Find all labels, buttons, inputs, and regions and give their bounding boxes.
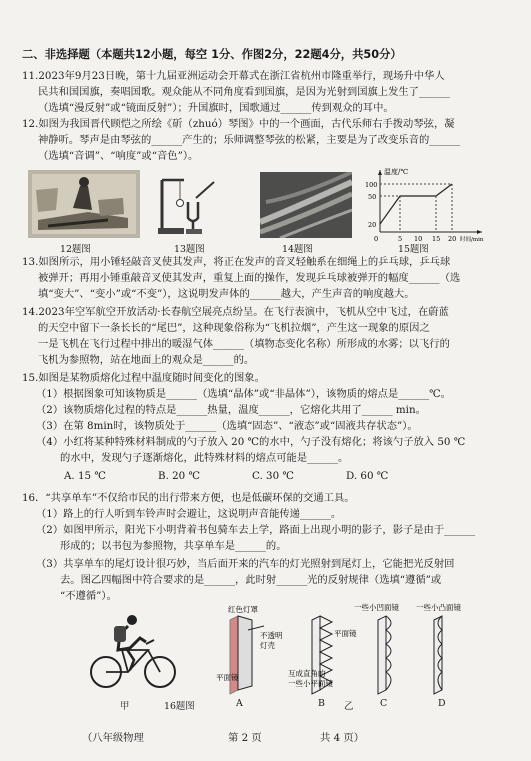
label-shell: 灯壳	[260, 641, 275, 650]
q15-line-3: （2）该物质熔化过程的特点是______热量，温度______，它熔化共用了______ min。	[36, 404, 426, 416]
figure-14-caption: 14题图	[282, 244, 313, 255]
q16-line-3: （2）如图甲所示，阳光下小明背着书包骑车去上学，路面上出现小明的影子，影子是由于______	[36, 524, 476, 536]
label-convex: 一些小凸面镜	[416, 603, 461, 612]
footer-page: 第 2 页	[228, 732, 262, 744]
caption-a: A	[236, 698, 243, 709]
q15-option-c: C. 30 ℃	[252, 470, 294, 482]
q16-line-2: （1）路上的行人听到车铃声时会避让，这说明声音能传递______。	[36, 508, 342, 520]
chart-xtick-20: 20	[448, 235, 457, 243]
q13-line-3: 填“变大”、“变小”或“不变”），这说明发声体的______越大，产生声音的响度越大。	[38, 288, 415, 300]
q11-line-3: （选填“漫反射”或“镜面反射”）；升国旗时，国歌通过______传到观众的耳中。	[38, 102, 394, 114]
label-mutual-1: 互成直角的	[288, 669, 326, 678]
q15-line-1: 15.如图是某物质熔化过程中温度随时间变化的图象。	[22, 372, 265, 384]
caption-16: 16题图	[164, 701, 195, 712]
q15-option-a: A. 15 ℃	[64, 470, 106, 482]
figure-14-smoke-photo	[260, 172, 352, 238]
figure-16-bicycle	[88, 612, 180, 692]
caption-yi: 乙	[344, 701, 354, 712]
caption-jia: 甲	[120, 701, 130, 712]
q14-line-2: 的天空中留下一条长长的“尾巴”，这种现象俗称为“飞机拉烟”，产生这一现象的原因之	[38, 322, 430, 334]
figure-13-caption: 13题图	[174, 244, 205, 255]
figure-15-chart	[362, 166, 487, 244]
chart-xtick-5: 5	[398, 235, 403, 243]
chart-ytick-20: 20	[368, 221, 377, 229]
q16-line-7: “不遵循”）。	[60, 590, 117, 602]
q16-line-6: 去。图乙四幅图中符合要求的是______，此时射______光的反射规律（选填“遵循”或	[60, 574, 442, 586]
chart-ylabel: 温度/℃	[384, 168, 409, 176]
q14-line-4: 飞机为参照物，站在地面上的观众是______的。	[38, 354, 255, 366]
caption-b: B	[318, 698, 325, 709]
label-mutual-2: 一些小平面镜	[288, 679, 333, 688]
q12-line-3: （选填“音调”、“响度”或“音色”）。	[38, 150, 199, 162]
q11-line-2: 民共和国国旗，奏唱国歌。观众能从不同角度看到国旗，是因为光射到国旗上发生了______	[38, 86, 450, 98]
q16-line-4: 形成的；以书包为参照物，共享单车是______的。	[60, 540, 287, 552]
q13-line-2: 被弹开；再用小锤重敲音叉使其发声，重复上面的操作，发现乒乓球被弹开的幅度______（选	[38, 272, 461, 284]
q15-line-4: （3）在第 8min时，该物质处于______（选填“固态”、“液态”或“固液共存状态”）。	[36, 420, 418, 432]
q15-option-b: B. 20 ℃	[158, 470, 201, 482]
label-red-shade: 红色灯罩	[228, 605, 258, 614]
q14-line-1: 14.2023年空军航空开放活动·长春航空展亮点纷呈。在飞行表演中，飞机从空中飞过，在蔚蓝	[22, 306, 449, 318]
caption-d: D	[438, 698, 446, 709]
label-concave: 一些小凹面镜	[354, 603, 399, 612]
caption-c: C	[380, 698, 388, 709]
figure-15-caption: 15题图	[398, 244, 429, 255]
chart-xtick-15: 15	[432, 235, 441, 243]
chart-line	[380, 184, 452, 224]
chart-xtick-0: 0	[374, 235, 379, 243]
footer-subject: （八年级物理	[82, 732, 144, 744]
figure-16-reflectors	[208, 600, 478, 700]
q14-line-3: 一是飞机在飞行过程中排出的暖湿气体______（填物态变化名称）所形成的水雾；以飞行的	[38, 338, 450, 350]
q12-line-1: 12.如图为我国晋代顾恺之所绘《斫（zhuó）琴图》中的一个画面，古代乐师右手拨动琴弦，凝	[22, 118, 455, 130]
q11-line-1: 11.2023年9月23日晚，第十九届亚洲运动会开幕式在浙江省杭州市隆重举行，现场升中华人	[22, 70, 445, 82]
figure-13-tuning-fork	[150, 172, 220, 238]
chart-ytick-100: 100	[365, 181, 378, 189]
footer-total: 共 4 页）	[320, 732, 364, 744]
q13-line-1: 13.如图所示，用小锤轻敲音叉使其发声，将正在发声的音叉轻触系在细绳上的乒乓球，乒乓球	[22, 256, 451, 268]
label-opaque: 不透明	[260, 631, 283, 640]
figure-12-caption: 12题图	[60, 244, 91, 255]
q16-line-1: 16．“共享单车”不仅给市民的出行带来方便，也是低碳环保的交通工具。	[22, 492, 355, 504]
figure-12-painting	[28, 170, 140, 238]
q15-option-d: D. 60 ℃	[346, 470, 389, 482]
label-plane-b: 平面镜	[334, 629, 357, 638]
label-plane-a: 平面镜	[216, 673, 239, 682]
chart-ytick-50: 50	[368, 193, 377, 201]
q15-line-5: （4）小红将某种特殊材料制成的勺子放入 20 ℃的水中，勺子没有熔化；将该勺子放入 50 ℃	[36, 436, 466, 448]
q15-line-2: （1）根据图象可知该物质是______（选填“晶体”或“非晶体”），该物质的熔点是______℃。	[36, 388, 451, 400]
q15-line-6: 的水中，发现勺子逐渐熔化，此特殊材料的熔点可能是______。	[60, 452, 349, 464]
chart-xtick-10: 10	[414, 235, 423, 243]
q16-line-5: （3）共享单车的尾灯设计很巧妙，当后面开来的汽车的灯光照射到尾灯上，它能把光反射回	[36, 558, 455, 570]
section-title: 二、非选择题（本题共12小题，每空 1分、作图2分，22题4分，共50分）	[22, 48, 402, 61]
q12-line-2: 神静听。琴声是由琴弦的______产生的；乐师调整琴弦的松紧，主要是为了改变乐音的______	[38, 134, 461, 146]
chart-xlabel: 时间/min	[460, 237, 484, 243]
